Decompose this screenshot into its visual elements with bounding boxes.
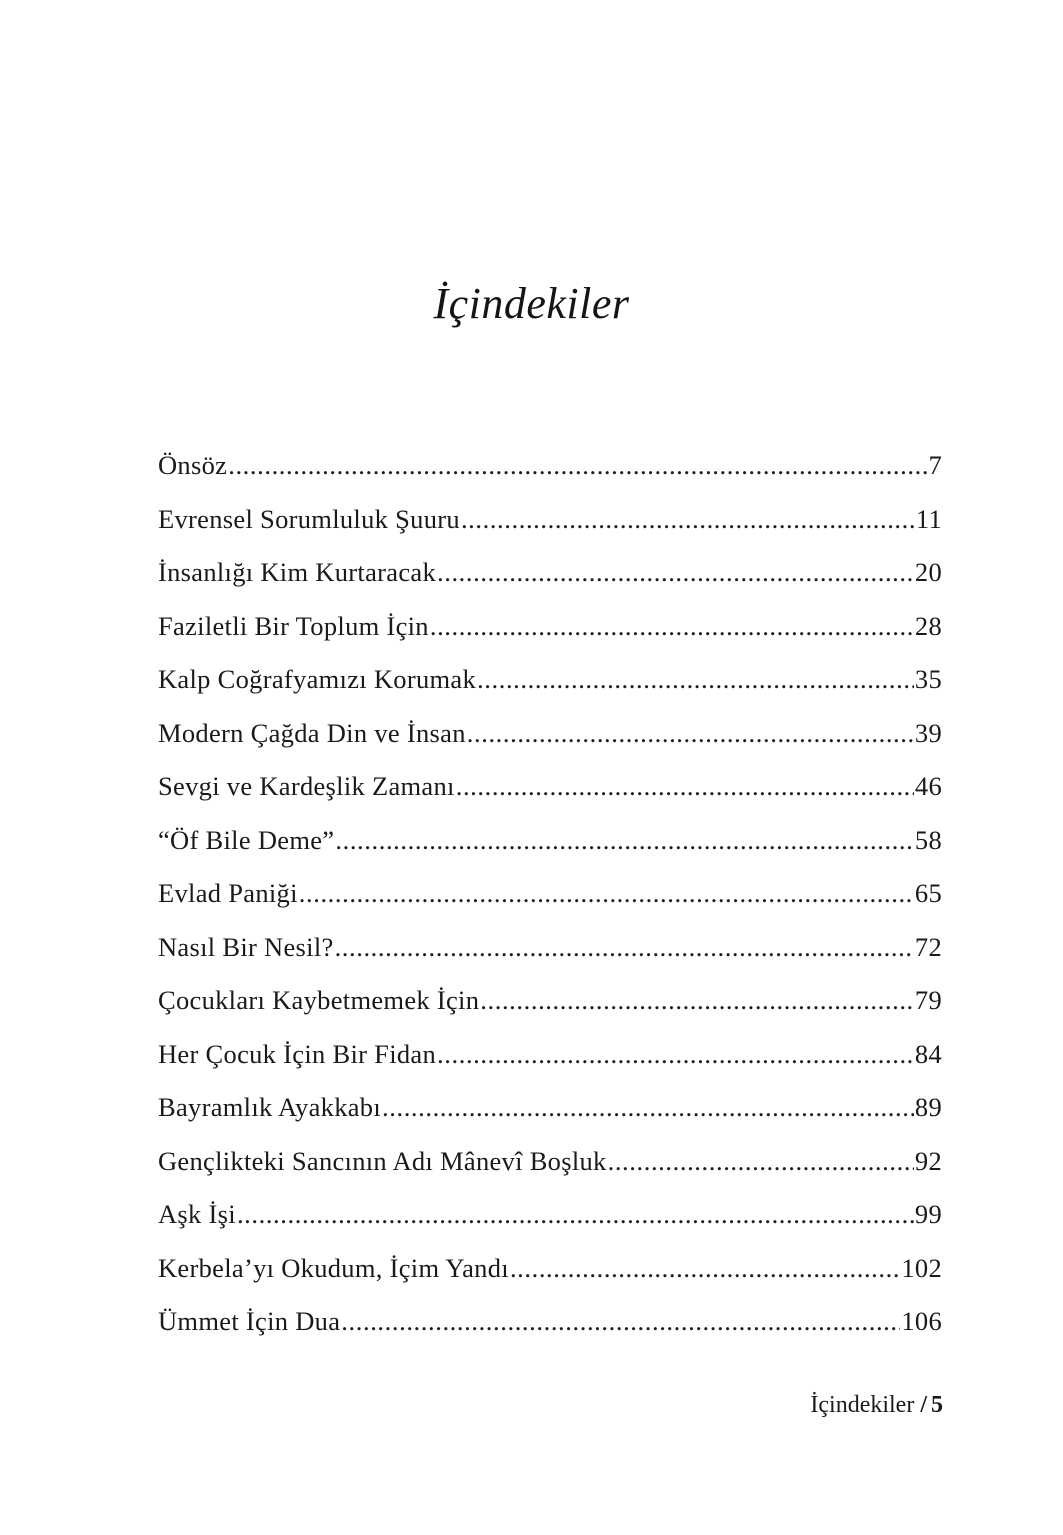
toc-entry[interactable] xyxy=(158,718,942,772)
toc-entry-title: İnsanlığı Kim Kurtaracak xyxy=(158,557,436,587)
toc-entry[interactable] xyxy=(158,1039,942,1093)
toc-entry[interactable] xyxy=(158,1092,942,1146)
toc-entry-page: 46 xyxy=(914,771,942,801)
dot-leader xyxy=(510,1253,900,1284)
page-title: İçindekiler xyxy=(433,279,630,328)
toc-entry[interactable] xyxy=(158,557,942,611)
dot-leader xyxy=(335,932,914,963)
table-of-contents xyxy=(158,450,942,1360)
toc-entry-title: Bayramlık Ayakkabı xyxy=(158,1092,382,1122)
toc-entry[interactable] xyxy=(158,1146,942,1200)
toc-entry-title: Önsöz xyxy=(158,450,228,480)
dot-leader xyxy=(237,1199,914,1230)
toc-entry[interactable] xyxy=(158,1306,942,1360)
page-number: 5 xyxy=(931,1392,943,1418)
toc-entry-title: Evlad Paniği xyxy=(158,878,298,908)
toc-entry-page: 65 xyxy=(914,878,942,908)
footer-separator: / xyxy=(920,1392,927,1418)
dot-leader xyxy=(608,1146,914,1177)
dot-leader xyxy=(341,1306,900,1337)
toc-entry[interactable] xyxy=(158,1199,942,1253)
toc-entry-page: 102 xyxy=(901,1252,942,1283)
toc-entry[interactable] xyxy=(158,932,942,986)
toc-entry-page: 7 xyxy=(928,450,942,480)
toc-entry[interactable] xyxy=(158,450,942,504)
dot-leader xyxy=(477,664,914,695)
toc-entry-title: Ümmet İçin Dua xyxy=(158,1306,341,1336)
toc-entry-page: 84 xyxy=(914,1038,942,1069)
toc-entry-page: 20 xyxy=(914,557,942,587)
toc-entry-title: Gençlikteki Sancının Adı Mânevî Boşluk xyxy=(158,1145,607,1176)
toc-entry-page: 92 xyxy=(914,1145,942,1176)
toc-entry[interactable] xyxy=(158,664,942,718)
toc-entry-page: 58 xyxy=(914,824,942,855)
toc-entry-page: 89 xyxy=(914,1092,942,1122)
dot-leader xyxy=(430,611,914,642)
toc-entry-title: Her Çocuk İçin Bir Fidan xyxy=(158,1038,437,1069)
toc-entry[interactable] xyxy=(158,504,942,558)
toc-entry[interactable] xyxy=(158,825,942,879)
toc-entry[interactable] xyxy=(158,611,942,665)
footer-label: İçindekiler xyxy=(810,1392,915,1418)
dot-leader xyxy=(480,985,914,1016)
toc-entry-title: “Öf Bile Deme” xyxy=(158,824,335,855)
toc-entry[interactable] xyxy=(158,985,942,1039)
toc-entry-title: Modern Çağda Din ve İnsan xyxy=(158,717,466,748)
toc-entry-page: 79 xyxy=(914,985,942,1015)
toc-entry-page: 11 xyxy=(915,503,942,534)
toc-entry-title: Çocukları Kaybetmemek İçin xyxy=(158,985,480,1015)
toc-entry[interactable] xyxy=(158,771,942,825)
toc-entry-page: 28 xyxy=(914,610,942,641)
dot-leader xyxy=(299,878,914,909)
dot-leader xyxy=(382,1092,914,1123)
toc-entry-page: 39 xyxy=(914,717,942,748)
toc-entry-title: Kerbela’yı Okudum, İçim Yandı xyxy=(158,1252,509,1283)
dot-leader xyxy=(437,1039,914,1070)
toc-entry-page: 35 xyxy=(914,664,942,694)
dot-leader xyxy=(467,718,914,749)
toc-entry-title: Faziletli Bir Toplum İçin xyxy=(158,610,429,641)
page-footer xyxy=(810,1392,943,1419)
toc-entry-title: Aşk İşi xyxy=(158,1199,236,1229)
toc-entry-title: Nasıl Bir Nesil? xyxy=(158,931,334,962)
toc-entry-page: 72 xyxy=(914,931,942,962)
dot-leader xyxy=(461,504,915,535)
dot-leader xyxy=(335,825,914,856)
toc-entry[interactable] xyxy=(158,1253,942,1307)
dot-leader xyxy=(437,557,914,588)
dot-leader xyxy=(456,771,914,802)
toc-entry-page: 99 xyxy=(914,1199,942,1229)
toc-entry-title: Kalp Coğrafyamızı Korumak xyxy=(158,664,477,694)
toc-entry-title: Sevgi ve Kardeşlik Zamanı xyxy=(158,771,455,801)
toc-entry-title: Evrensel Sorumluluk Şuuru xyxy=(158,503,460,534)
dot-leader xyxy=(228,450,927,481)
toc-entry-page: 106 xyxy=(901,1306,942,1336)
toc-entry[interactable] xyxy=(158,878,942,932)
